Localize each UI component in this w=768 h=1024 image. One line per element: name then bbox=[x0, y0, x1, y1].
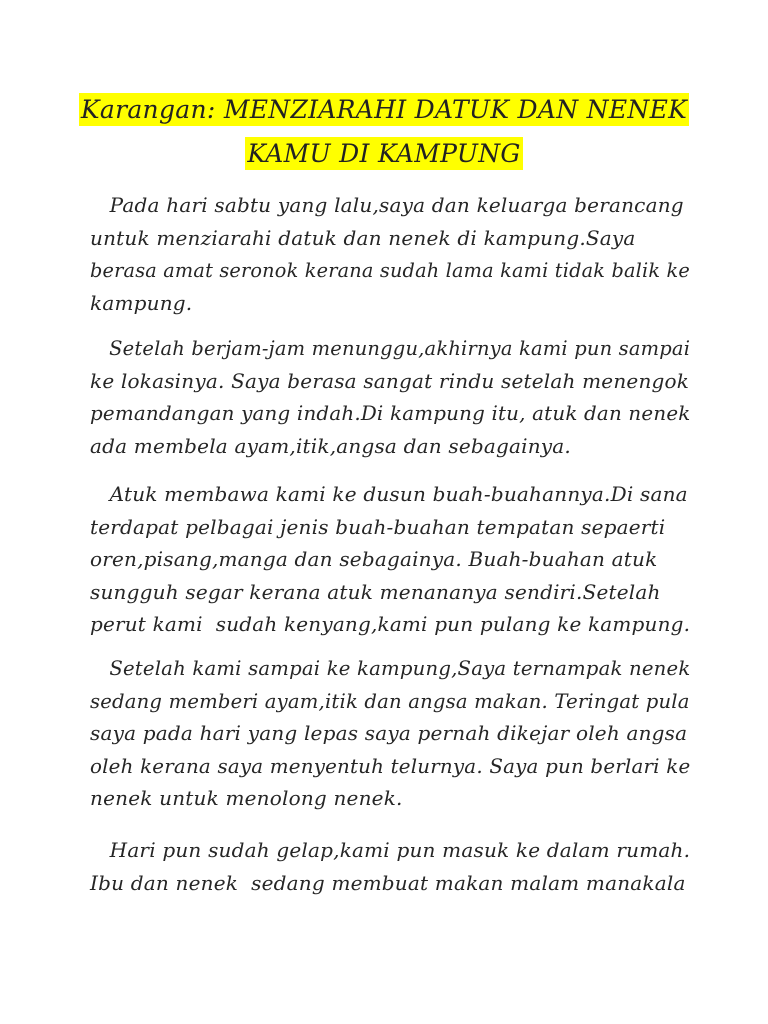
paragraph-line: oleh kerana saya menyentuh telurnya. Saya pun berlari ke bbox=[90, 753, 691, 778]
title-line-1: Karangan: MENZIARAHI DATUK DAN NENEK bbox=[80, 95, 688, 124]
paragraph-line: oren,pisang,manga dan sebagainya. Buah-buahan atuk bbox=[90, 547, 658, 572]
paragraph-line: kampung. bbox=[90, 290, 193, 315]
paragraph-line: sedang memberi ayam,itik dan angsa makan. Teringat pula bbox=[90, 688, 690, 713]
paragraph-line: terdapat pelbagai jenis buah-buahan tempatan sepaerti bbox=[90, 514, 666, 539]
paragraph-line: pemandangan yang indah.Di kampung itu, atuk dan nenek bbox=[90, 401, 691, 426]
paragraph-line: sungguh segar kerana atuk menananya sendiri.Setelah bbox=[90, 579, 661, 604]
paragraph-line: untuk menziarahi datuk dan nenek di kampung.Saya bbox=[90, 225, 636, 250]
paragraph-line: Pada hari sabtu yang lalu,saya dan keluarga berancang bbox=[90, 193, 684, 217]
paragraph-line: ke lokasinya. Saya berasa sangat rindu setelah menengok bbox=[90, 368, 690, 393]
paragraph-line: berasa amat seronok kerana sudah lama kami tidak balik ke bbox=[90, 258, 691, 283]
paragraph-line: perut kami sudah kenyang,kami pun pulang ke kampung. bbox=[90, 612, 691, 637]
paragraph-line: nenek untuk menolong nenek. bbox=[90, 786, 403, 811]
title-line-2: KAMU DI KAMPUNG bbox=[247, 139, 521, 168]
paragraph-line: saya pada hari yang lepas saya pernah dikejar oleh angsa bbox=[90, 721, 688, 746]
paragraph-line: Atuk membawa kami ke dusun buah-buahannya.Di sana bbox=[90, 482, 688, 506]
paragraph-line: Ibu dan nenek sedang membuat makan malam manakala bbox=[90, 870, 686, 895]
paragraph-line: ada membela ayam,itik,angsa dan sebagainya. bbox=[90, 433, 571, 458]
paragraph-line: Setelah berjam-jam menunggu,akhirnya kami pun sampai bbox=[90, 336, 691, 360]
paragraph-line: Setelah kami sampai ke kampung,Saya ternampak nenek bbox=[90, 656, 691, 680]
essay-title bbox=[60, 88, 708, 176]
paragraph-line: Hari pun sudah gelap,kami pun masuk ke dalam rumah. bbox=[90, 838, 691, 862]
